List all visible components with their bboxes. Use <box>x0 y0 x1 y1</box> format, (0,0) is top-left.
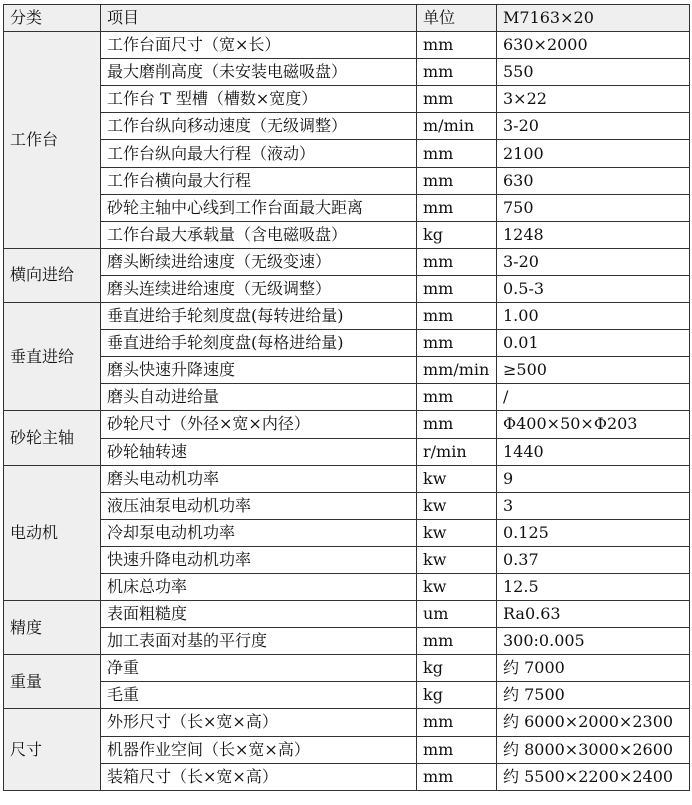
table-row <box>4 32 690 59</box>
category-cell: 工作台 <box>4 32 101 249</box>
unit-cell: mm <box>417 384 497 411</box>
item-cell: 外形尺寸（长×宽×高） <box>101 709 417 736</box>
unit-cell: mm <box>417 303 497 330</box>
unit-cell: kw <box>417 492 497 519</box>
table-row <box>4 438 690 465</box>
value-cell: 0.01 <box>497 330 690 357</box>
category-cell: 精度 <box>4 601 101 655</box>
category-cell: 横向进给 <box>4 248 101 302</box>
value-cell: 2100 <box>497 140 690 167</box>
unit-cell: mm <box>417 167 497 194</box>
item-cell: 工作台纵向移动速度（无级调整） <box>101 113 417 140</box>
unit-cell: kw <box>417 519 497 546</box>
value-cell: 550 <box>497 59 690 86</box>
unit-cell: um <box>417 601 497 628</box>
table-header-row <box>4 5 690 32</box>
table-row <box>4 763 690 790</box>
table-row <box>4 736 690 763</box>
unit-cell: kw <box>417 546 497 573</box>
table-row <box>4 519 690 546</box>
table-row <box>4 465 690 492</box>
table-row <box>4 330 690 357</box>
item-cell: 表面粗糙度 <box>101 601 417 628</box>
item-cell: 磨头连续进给速度（无级调整） <box>101 275 417 302</box>
value-cell: 约 7500 <box>497 682 690 709</box>
table-row <box>4 113 690 140</box>
table-row <box>4 492 690 519</box>
table-row <box>4 601 690 628</box>
value-cell: 1440 <box>497 438 690 465</box>
item-cell: 最大磨削高度（未安装电磁吸盘） <box>101 59 417 86</box>
item-cell: 垂直进给手轮刻度盘(每转进给量) <box>101 303 417 330</box>
table-row <box>4 384 690 411</box>
unit-cell: kg <box>417 221 497 248</box>
table-row <box>4 248 690 275</box>
table-row <box>4 303 690 330</box>
unit-cell: kg <box>417 682 497 709</box>
category-cell: 尺寸 <box>4 709 101 790</box>
category-cell: 重量 <box>4 655 101 709</box>
unit-cell: mm/min <box>417 357 497 384</box>
item-cell: 加工表面对基的平行度 <box>101 628 417 655</box>
value-cell: 1.00 <box>497 303 690 330</box>
item-cell: 砂轮主轴中心线到工作台面最大距离 <box>101 194 417 221</box>
item-cell: 磨头自动进给量 <box>101 384 417 411</box>
value-cell: 630×2000 <box>497 32 690 59</box>
item-cell: 砂轮轴转速 <box>101 438 417 465</box>
category-cell: 砂轮主轴 <box>4 411 101 465</box>
header-item: 项目 <box>101 5 417 32</box>
unit-cell: mm <box>417 275 497 302</box>
spec-table <box>3 4 690 791</box>
unit-cell: mm <box>417 140 497 167</box>
header-unit: 单位 <box>417 5 497 32</box>
item-cell: 机器作业空间（长×宽×高） <box>101 736 417 763</box>
unit-cell: mm <box>417 32 497 59</box>
category-cell: 电动机 <box>4 465 101 600</box>
table-row <box>4 655 690 682</box>
unit-cell: r/min <box>417 438 497 465</box>
table-row <box>4 411 690 438</box>
table-row <box>4 194 690 221</box>
item-cell: 工作台纵向最大行程（液动） <box>101 140 417 167</box>
table-row <box>4 59 690 86</box>
table-row <box>4 86 690 113</box>
value-cell: 3 <box>497 492 690 519</box>
table-row <box>4 709 690 736</box>
item-cell: 垂直进给手轮刻度盘(每格进给量) <box>101 330 417 357</box>
item-cell: 净重 <box>101 655 417 682</box>
value-cell: 3×22 <box>497 86 690 113</box>
value-cell: 0.125 <box>497 519 690 546</box>
item-cell: 装箱尺寸（长×宽×高） <box>101 763 417 790</box>
unit-cell: mm <box>417 86 497 113</box>
unit-cell: mm <box>417 411 497 438</box>
value-cell: 0.37 <box>497 546 690 573</box>
unit-cell: mm <box>417 736 497 763</box>
unit-cell: kg <box>417 655 497 682</box>
item-cell: 冷却泵电动机功率 <box>101 519 417 546</box>
value-cell: / <box>497 384 690 411</box>
item-cell: 工作台 T 型槽（槽数×宽度） <box>101 86 417 113</box>
value-cell: 12.5 <box>497 573 690 600</box>
table-row <box>4 140 690 167</box>
value-cell: 约 8000×3000×2600 <box>497 736 690 763</box>
table-row <box>4 167 690 194</box>
category-cell: 垂直进给 <box>4 303 101 411</box>
unit-cell: mm <box>417 59 497 86</box>
value-cell: ≥500 <box>497 357 690 384</box>
unit-cell: mm <box>417 628 497 655</box>
value-cell: 750 <box>497 194 690 221</box>
value-cell: 1248 <box>497 221 690 248</box>
value-cell: 0.5-3 <box>497 275 690 302</box>
table-row <box>4 573 690 600</box>
table-row <box>4 357 690 384</box>
unit-cell: kw <box>417 465 497 492</box>
item-cell: 磨头断续进给速度（无级变速） <box>101 248 417 275</box>
unit-cell: kw <box>417 573 497 600</box>
value-cell: 630 <box>497 167 690 194</box>
table-row <box>4 221 690 248</box>
value-cell: Φ400×50×Φ203 <box>497 411 690 438</box>
item-cell: 液压油泵电动机功率 <box>101 492 417 519</box>
unit-cell: mm <box>417 763 497 790</box>
item-cell: 砂轮尺寸（外径×宽×内径） <box>101 411 417 438</box>
item-cell: 工作台横向最大行程 <box>101 167 417 194</box>
table-row <box>4 546 690 573</box>
header-category: 分类 <box>4 5 101 32</box>
header-model: M7163×20 <box>497 5 690 32</box>
item-cell: 毛重 <box>101 682 417 709</box>
item-cell: 磨头快速升降速度 <box>101 357 417 384</box>
value-cell: 约 6000×2000×2300 <box>497 709 690 736</box>
unit-cell: m/min <box>417 113 497 140</box>
value-cell: 3-20 <box>497 248 690 275</box>
value-cell: 约 5500×2200×2400 <box>497 763 690 790</box>
item-cell: 快速升降电动机功率 <box>101 546 417 573</box>
unit-cell: mm <box>417 248 497 275</box>
unit-cell: mm <box>417 194 497 221</box>
value-cell: 300:0.005 <box>497 628 690 655</box>
value-cell: 约 7000 <box>497 655 690 682</box>
table-row <box>4 682 690 709</box>
item-cell: 工作台面尺寸（宽×长） <box>101 32 417 59</box>
table-row <box>4 628 690 655</box>
value-cell: 3-20 <box>497 113 690 140</box>
unit-cell: mm <box>417 330 497 357</box>
unit-cell: mm <box>417 709 497 736</box>
item-cell: 磨头电动机功率 <box>101 465 417 492</box>
item-cell: 工作台最大承载量（含电磁吸盘） <box>101 221 417 248</box>
item-cell: 机床总功率 <box>101 573 417 600</box>
table-row <box>4 275 690 302</box>
value-cell: Ra0.63 <box>497 601 690 628</box>
value-cell: 9 <box>497 465 690 492</box>
